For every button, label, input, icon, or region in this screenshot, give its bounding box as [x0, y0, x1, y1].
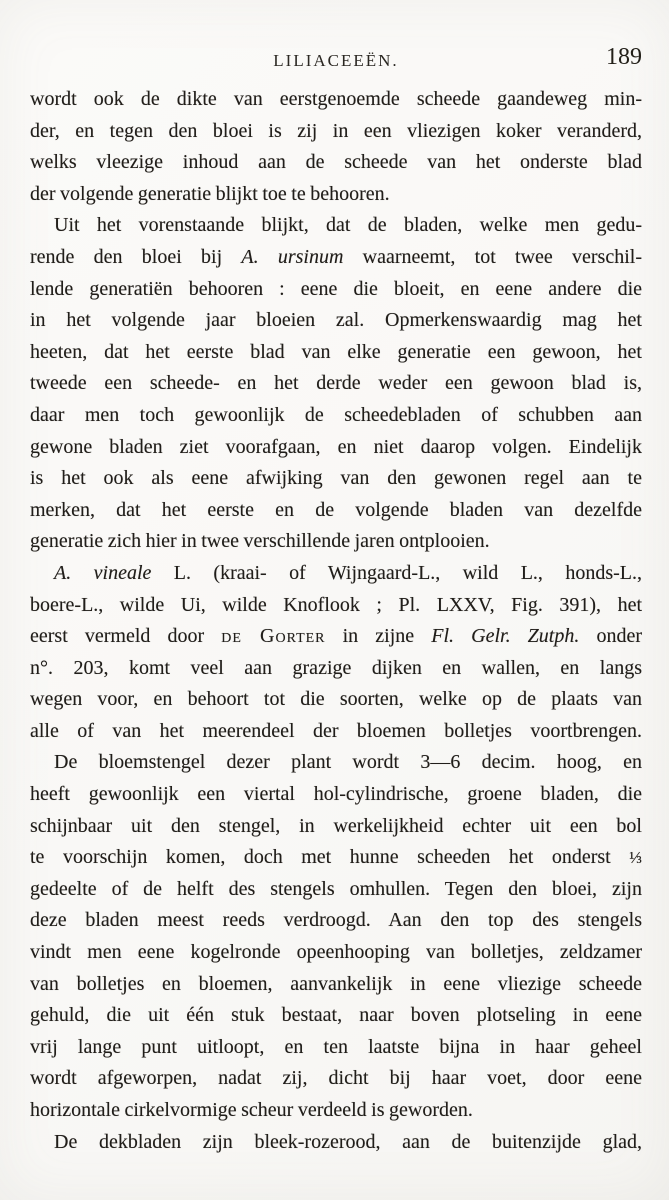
- body-text: waarneemt, tot twee verschil-: [343, 245, 642, 268]
- text-line: [30, 747, 642, 779]
- body-text: is het ook als eene afwijking van den gewonen regel aan te: [30, 467, 642, 490]
- text-line: [30, 1127, 642, 1159]
- text-line: [30, 842, 642, 874]
- body-text: gewone bladen ziet voorafgaan, en niet daarop volgen. Eindelijk: [30, 435, 642, 458]
- body-text: eerst vermeld door: [30, 625, 222, 648]
- body-text: heeten, dat het eerste blad van elke generatie een gewoon, het: [30, 340, 642, 363]
- running-title: LILIACEEËN.: [273, 51, 399, 70]
- body-text: te voorschijn komen, doch met hunne scheeden het onderst: [30, 846, 630, 869]
- body-text: wordt afgeworpen, nadat zij, dicht bij haar voet, door eene: [30, 1067, 642, 1090]
- text-line: [30, 305, 642, 337]
- page-header: [30, 44, 642, 75]
- body-text: in het volgende jaar bloeien zal. Opmerkenswaardig mag het: [30, 309, 642, 332]
- body-text: onder: [579, 625, 642, 648]
- body-text: horizontale cirkelvormige scheur verdeeld is geworden.: [30, 1099, 473, 1121]
- text-line: [30, 1032, 642, 1064]
- body-text: generatie zich hier in twee verschillende jaren ontplooien.: [30, 530, 490, 553]
- body-text: wordt ook de dikte van eerstgenoemde scheede gaandeweg min-: [30, 88, 642, 110]
- body-text: tweede een scheede- en het derde weder een gewoon blad is,: [30, 372, 642, 395]
- body-text: lende generatiën behooren : eene die bloeit, en eene andere die: [30, 277, 642, 300]
- body-text: gehuld, die uit één stuk bestaat, naar boven plotseling in eene: [30, 1004, 642, 1027]
- text-line: [30, 274, 642, 306]
- text-line: [30, 779, 642, 811]
- body-text: schijnbaar uit den stengel, in werkelijkheid echter uit een bol: [30, 814, 642, 837]
- text-line: [30, 937, 642, 969]
- body-text: Uit het vorenstaande blijkt, dat de bladen, welke men gedu-: [54, 214, 642, 237]
- body-text: daar men toch gewoonlijk de scheedebladen of schubben aan: [30, 403, 642, 426]
- italic-text: A. ursinum: [241, 245, 344, 268]
- body-text: der, en tegen den bloei is zij in een vliezigen koker veranderd,: [30, 119, 642, 142]
- text-line: [30, 210, 642, 242]
- text-line: [30, 400, 642, 432]
- body-text: boere-L., wilde Ui, wilde Knoflook ; Pl. LXXV, Fig. 391), het: [30, 593, 642, 616]
- text-line: [30, 368, 642, 400]
- text-line: [30, 590, 642, 622]
- body-text: heeft gewoonlijk een viertal hol-cylindrische, groene bladen, die: [30, 783, 642, 806]
- text-line: [30, 653, 642, 685]
- text-line: [30, 558, 642, 590]
- body-text: gedeelte of de helft des stengels omhullen. Tegen den bloei, zijn: [30, 877, 642, 900]
- page-number: 189: [606, 44, 642, 70]
- italic-text: A. vineale: [54, 561, 152, 584]
- text-line: [30, 621, 642, 653]
- body-text: L. (kraai- of Wijngaard-L., wild L., honds-L.,: [151, 561, 642, 584]
- text-line: [30, 179, 642, 211]
- body-text: welks vleezige inhoud aan de scheede van het onderste blad: [30, 151, 642, 174]
- text-line: [30, 337, 642, 369]
- body-text: der volgende generatie blijkt toe te behooren.: [30, 182, 390, 205]
- body-text: alle of van het meerendeel der bloemen bolletjes voortbrengen.: [30, 719, 642, 742]
- body-text: vindt men eene kogelronde opeenhooping van bolletjes, zeldzamer: [30, 941, 642, 964]
- text-line: [30, 905, 642, 937]
- body-text: vrij lange punt uitloopt, en ten laatste bijna in haar geheel: [30, 1035, 642, 1058]
- body-text: in zijne: [325, 625, 432, 648]
- text-line: [30, 811, 642, 843]
- text-line: [30, 84, 642, 116]
- text-line: [30, 463, 642, 495]
- text-line: [30, 1063, 642, 1095]
- text-line: [30, 495, 642, 527]
- body-text: n°. 203, komt veel aan grazige dijken en wallen, en langs: [30, 656, 642, 679]
- text-line: [30, 242, 642, 274]
- text-line: [30, 969, 642, 1001]
- text-line: [30, 1095, 642, 1127]
- body-text: deze bladen meest reeds verdroogd. Aan den top des stengels: [30, 909, 642, 932]
- smallcaps-text: de Gorter: [221, 625, 326, 648]
- body-text: De bloemstengel dezer plant wordt 3—6 decim. hoog, en: [54, 751, 642, 774]
- text-block: [30, 84, 642, 1158]
- body-text: merken, dat het eerste en de volgende bladen van dezelfde: [30, 498, 642, 521]
- fraction-text: ⅓: [629, 848, 642, 868]
- text-line: [30, 432, 642, 464]
- italic-text: Fl. Gelr. Zutph.: [431, 625, 580, 648]
- text-line: [30, 684, 642, 716]
- text-line: [30, 874, 642, 906]
- body-text: De dekbladen zijn bleek-rozerood, aan de buitenzijde glad,: [54, 1130, 642, 1153]
- body-text: wegen voor, en behoort tot die soorten, welke op de plaats van: [30, 688, 642, 711]
- text-line: [30, 147, 642, 179]
- body-text: van bolletjes en bloemen, aanvankelijk in eene vliezige scheede: [30, 972, 642, 995]
- text-line: [30, 526, 642, 558]
- text-line: [30, 1000, 642, 1032]
- text-line: [30, 716, 642, 748]
- body-text: rende den bloei bij: [30, 245, 242, 268]
- text-line: [30, 116, 642, 148]
